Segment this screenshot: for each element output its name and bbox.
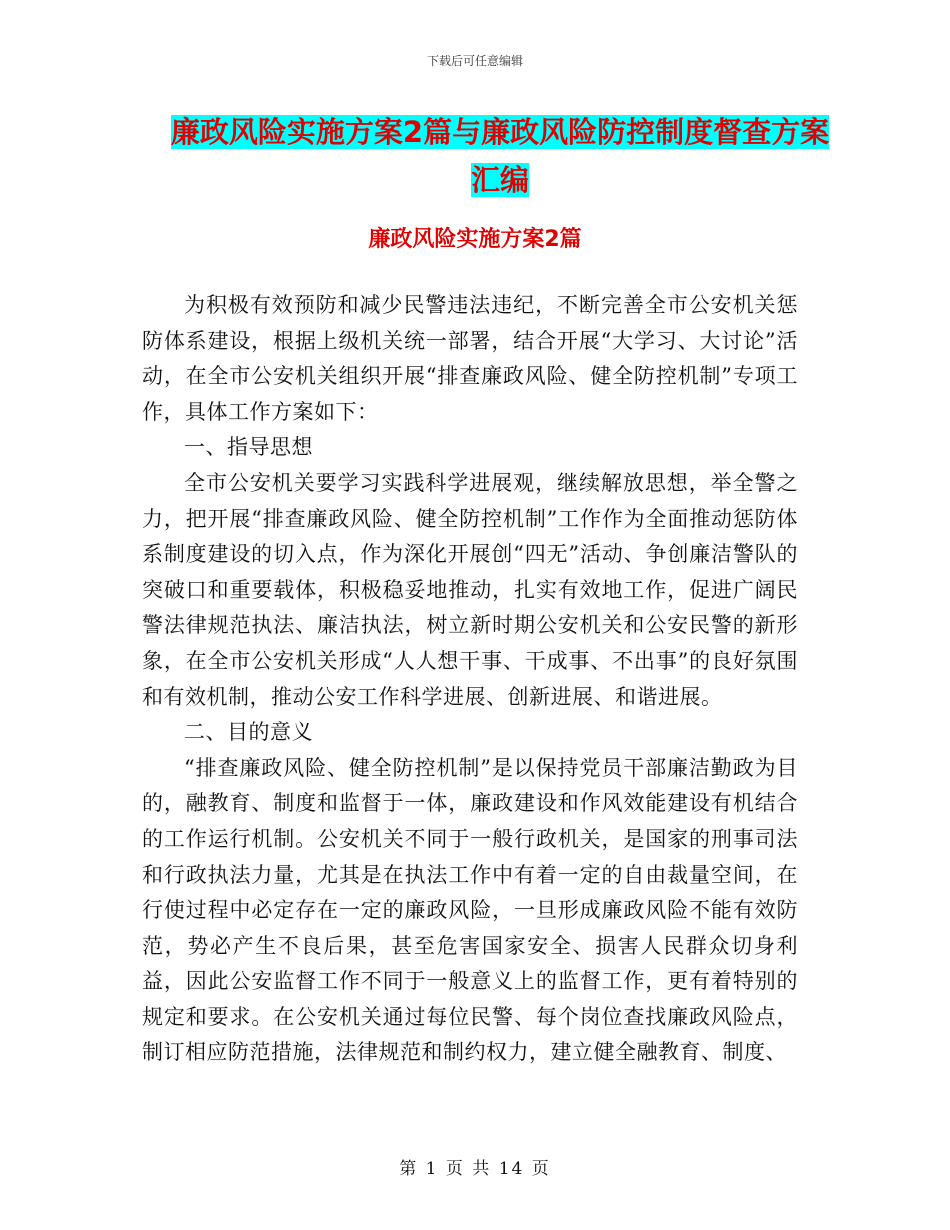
heading-guiding-ideology: 一、指导思想 [184,435,313,460]
body-paragraph-purpose-significance: “排查廉政风险、健全防控机制”是以保持党员干部廉洁勤政为目的，融教育、制度和监督于一体，廉政建设和作风效能建设有机结合的工作运行机制。公安机关不同于一般行政机关，是国家的刑事司法和行政执法力量，尤其是在执法工作中有着一定的自由裁量空间，在行使过程中必定存在一定的廉政风险，一旦形成廉政风险不能有效防范，势必产生不良后果，甚至危害国家安全、损害人民群众切身利益，因此公安监督工作不同于一般意义上的监督工作，更有着特别的规定和要求。在公安机关通过每位民警、每个岗位查找廉政风险点，制订相应防范措施，法律规范和制约权力，建立健全融教育、制度、 [142,755,798,1065]
body-paragraph-intro: 为积极有效预防和减少民警违法违纪，不断完善全市公安机关惩防体系建设，根据上级机关统一部署，结合开展“大学习、大讨论”活动，在全市公安机关组织开展“排查廉政风险、健全防控机制”专项工作，具体工作方案如下： [142,293,798,424]
section-title: 廉政风险实施方案2篇 [368,227,582,252]
heading-purpose-significance: 二、目的意义 [184,720,313,745]
document-title-line-2: 汇编 [470,163,529,197]
page-number-footer: 第 1 页 共 14 页 [399,1159,551,1179]
document-title [150,108,850,204]
document-title-line-1: 廉政风险实施方案2篇与廉政风险防控制度督查方案 [170,115,830,149]
body-paragraph-guiding-ideology: 全市公安机关要学习实践科学进展观，继续解放思想，举全警之力，把开展“排查廉政风险、健全防控机制”工作作为全面推动惩防体系制度建设的切入点，作为深化开展创“四无”活动、争创廉洁警队的突破口和重要载体，积极稳妥地推动，扎实有效地工作，促进广阔民警法律规范执法、廉洁执法，树立新时期公安机关和公安民警的新形象，在全市公安机关形成“人人想干事、干成事、不出事”的良好氛围和有效机制，推动公安工作科学进展、创新进展、和谐进展。 [142,470,798,709]
header-note: 下载后可任意编辑 [426,54,523,68]
document-body [142,288,798,1071]
